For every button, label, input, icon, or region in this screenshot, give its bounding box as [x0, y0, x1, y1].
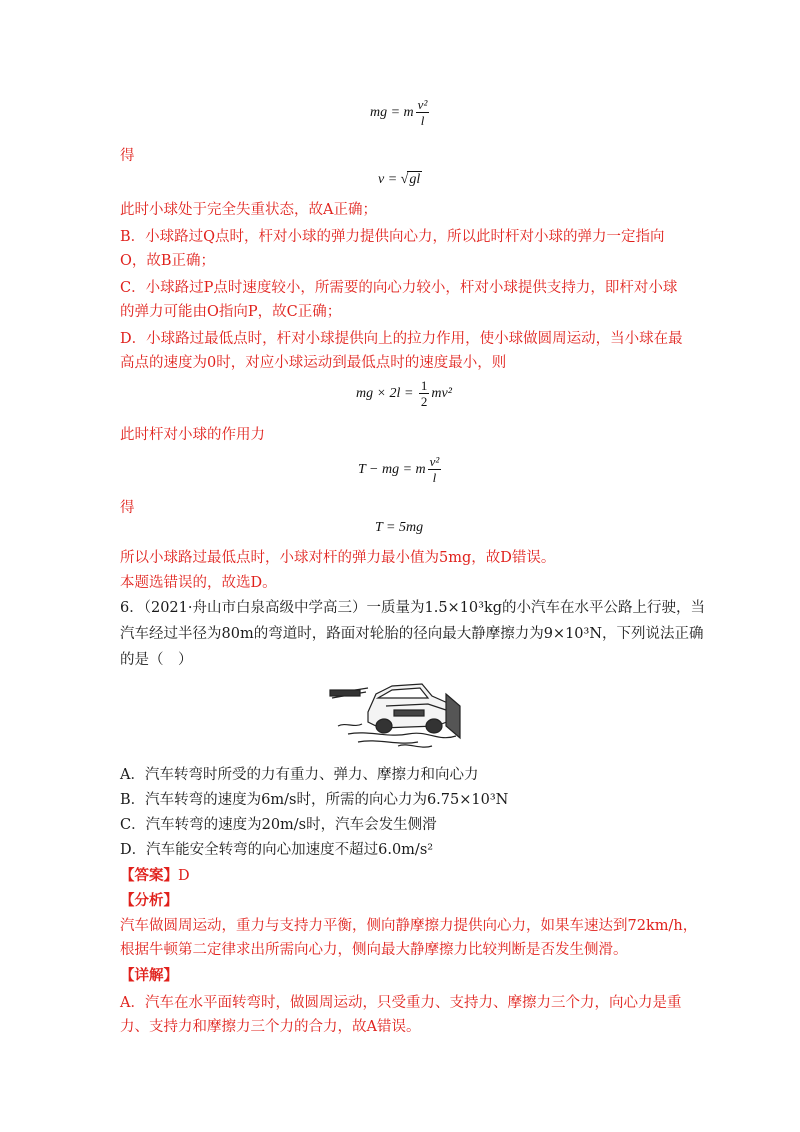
equation-tension: T − mg = m $\frac{\text{v²}}{l}$: [358, 454, 440, 485]
detail-line-2: 力、支持力和摩擦力三个力的合力，故A错误。: [120, 1019, 421, 1035]
equation-t-5mg: T = 5mg: [375, 520, 424, 535]
text-line-d1: D．小球路过最低点时，杆对小球提供向上的拉力作用，使小球做圆周运动，当小球在最: [120, 331, 683, 347]
car-turning-illustration: [328, 676, 464, 752]
text-de: 得: [120, 148, 135, 164]
analysis-line-1: 汽车做圆周运动，重力与支持力平衡，侧向静摩擦力提供向心力，如果车速达到72km/h，: [120, 918, 698, 934]
text-line-c1: C．小球路过P点时速度较小，所需要的向心力较小，杆对小球提供支持力，即杆对小球: [120, 280, 678, 296]
text-line-g: 本题选错误的，故选D。: [120, 575, 277, 591]
question-6-line-1: 6．（2021·舟山市白泉高级中学高三）一质量为1.5×10³kg的小汽车在水平公路上行驶，当: [120, 600, 706, 616]
text-de-2: 得: [120, 500, 135, 516]
detail-tag: 【详解】: [120, 967, 178, 984]
equation-lhs: mg = m: [370, 105, 414, 121]
question-6-line-3: 的是（ ）: [120, 652, 193, 668]
text-line-c2: 的弹力可能由O指向P，故C正确；: [120, 304, 342, 320]
text-line-b1: B．小球路过Q点时，杆对小球的弹力提供向心力，所以此时杆对小球的弹力一定指向: [120, 229, 665, 245]
answer-line: [120, 866, 190, 886]
option-a: A．汽车转弯时所受的力有重力、弹力、摩擦力和向心力: [120, 767, 479, 783]
equation-mg-mv2-l: [370, 98, 431, 128]
question-6-line-2: 汽车经过半径为80m的弯道时，路面对轮胎的径向最大静摩擦力为9×10³N，下列说法正确: [120, 626, 704, 642]
detail-line-1: A．汽车在水平面转弯时，做圆周运动，只受重力、支持力、摩擦力三个力，向心力是重: [120, 995, 682, 1011]
text-line-d2: 高点的速度为0时，对应小球运动到最低点时的速度最小，则: [120, 355, 507, 371]
text-line-e: 此时杆对小球的作用力: [120, 427, 265, 443]
fraction: $\frac{\text{v²}}{l}$: [417, 97, 428, 128]
answer-tag: 【答案】: [120, 867, 178, 884]
option-b: B．汽车转弯的速度为6m/s时，所需的向心力为6.75×10³N: [120, 792, 509, 808]
text-line-f: 所以小球路过最低点时，小球对杆的弹力最小值为5mg，故D错误。: [120, 550, 556, 566]
equation-energy: mg × 2l = $\frac{1}{2}$ mv²: [356, 378, 452, 409]
car-icon: [328, 676, 464, 752]
answer-value: D: [178, 868, 190, 884]
equation-v-sqrt-gl: v = √gl: [378, 172, 421, 187]
option-d: D．汽车能安全转弯的向心加速度不超过6.0m/s²: [120, 842, 434, 858]
option-c: C．汽车转弯的速度为20m/s时，汽车会发生侧滑: [120, 817, 437, 833]
analysis-line-2: 根据牛顿第二定律求出所需向心力，侧向最大静摩擦力比较判断是否发生侧滑。: [120, 942, 628, 958]
text-line-b2: O，故B正确；: [120, 253, 216, 269]
analysis-tag: 【分析】: [120, 892, 178, 909]
text-line-a: 此时小球处于完全失重状态，故A正确；: [120, 202, 377, 218]
